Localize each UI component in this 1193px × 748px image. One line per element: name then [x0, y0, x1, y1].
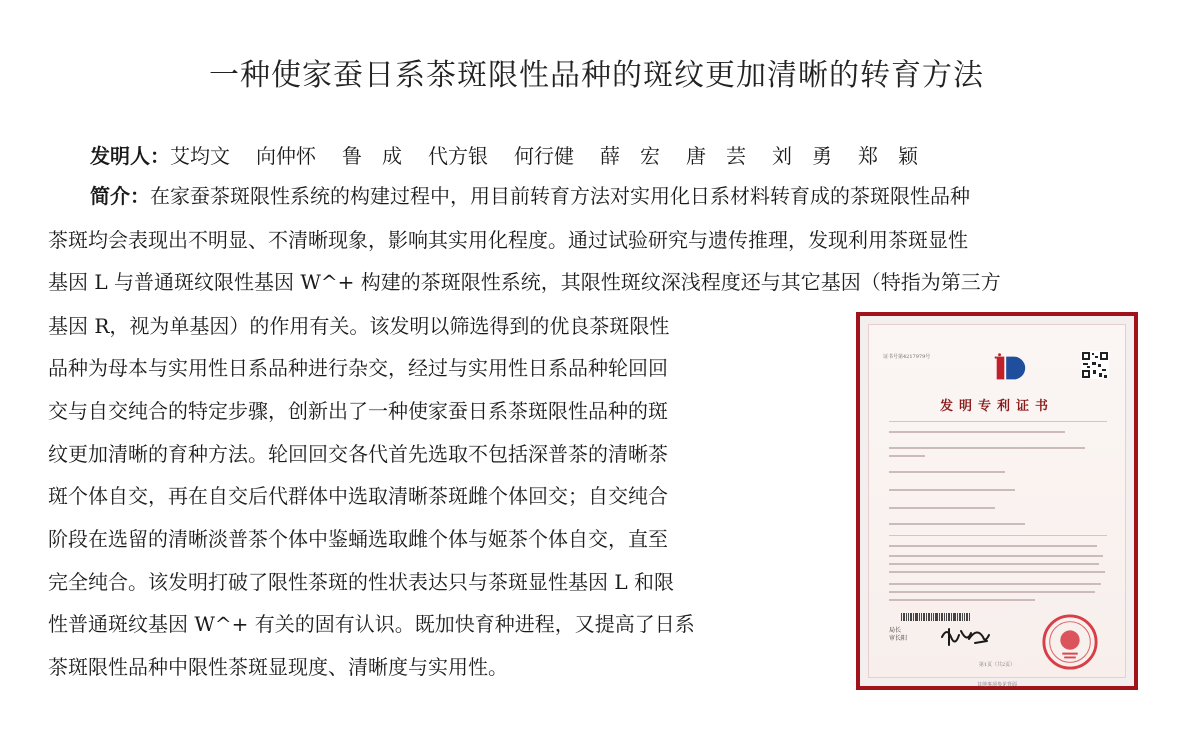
certificate-text-line: [889, 563, 1099, 565]
inventor-name: 何行健: [514, 144, 574, 168]
certificate-text-line: [889, 555, 1103, 557]
certificate-text-line: [889, 591, 1095, 593]
inventor-name: 鲁 成: [342, 144, 402, 168]
intro-text: 在家蚕茶斑限性系统的构建过程中，用目前转育方法对实用化日系材料转育成的茶斑限性品种: [150, 184, 970, 208]
intro-line: 基因 L 与普通斑纹限性基因 W^+ 构建的茶斑限性系统，其限性斑纹深浅程度还与其它基因（特指为第三方: [48, 270, 1001, 294]
certificate-heading: 发明专利证书: [939, 399, 1054, 414]
certificate-text-line: [889, 455, 925, 457]
patent-office-logo-icon: [991, 349, 1029, 387]
certificate-paper: [868, 324, 1126, 688]
certificate-number: 证书号第4217979号: [883, 354, 931, 360]
intro-line: 茶斑限性品种中限性茶斑显现度、清晰度与实用性。: [48, 655, 508, 679]
intro-line: 品种为母本与实用性日系品种进行杂交，经过与实用性日系品种轮回回: [48, 356, 668, 380]
handwritten-signature-icon: [939, 623, 991, 649]
intro-line: 阶段在选留的清晰淡普茶个体中鉴蛹选取雌个体与姬茶个体自交，直至: [48, 527, 668, 551]
intro-line: 斑个体自交，再在自交后代群体中选取清晰茶斑雌个体回交；自交纯合: [48, 484, 668, 508]
inventor-name: 唐 芸: [686, 144, 746, 168]
inventor-name: 薛 宏: [600, 144, 660, 168]
intro-line: [90, 186, 970, 206]
certificate-text-line: [889, 523, 1025, 525]
intro-line: 完全纯合。该发明打破了限性茶斑的性状表达只与茶斑显性基因 L 和限: [48, 570, 674, 594]
barcode-icon: [901, 613, 971, 621]
certificate-text-line: [889, 507, 995, 509]
certificate-text-line: [889, 447, 1085, 449]
intro-line: 纹更加清晰的育种方法。轮回回交各代首先选取不包括深普茶的清晰茶: [48, 442, 668, 466]
certificate-text-line: [889, 583, 1101, 585]
certificate-footer-note: 其他事项参见背面: [976, 682, 1017, 688]
certificate-text-line: [889, 431, 1065, 433]
certificate-rule: [889, 421, 1107, 422]
certificate-rule: [889, 535, 1107, 536]
certificate-page-number: 第1页（共2页）: [978, 662, 1016, 668]
intro-line: 性普通斑纹基因 W^+ 有关的固有认识。既加快育种进程，又提高了日系: [48, 612, 695, 636]
inventor-name: 郑 颖: [858, 144, 918, 168]
intro-label: 简介：: [90, 184, 150, 208]
inventor-name: 代方银: [428, 144, 488, 168]
certificate-text-line: [889, 489, 1015, 491]
inventors-line: [90, 140, 944, 169]
intro-line: 基因 R，视为单基因）的作用有关。该发明以筛选得到的优良茶斑限性: [48, 314, 670, 338]
inventor-name: 刘 勇: [772, 144, 832, 168]
certificate-text-line: [889, 599, 1035, 601]
certificate-text-line: [889, 545, 1097, 547]
intro-line: 交与自交纯合的特定步骤，创新出了一种使家蚕日系茶斑限性品种的斑: [48, 399, 668, 423]
intro-line: 茶斑均会表现出不明显、不清晰现象，影响其实用化程度。通过试验研究与遗传推理，发现利用茶斑显性: [48, 228, 968, 252]
certificate-text-line: [889, 571, 1105, 573]
qr-code-icon: [1081, 351, 1109, 379]
inventors-label: 发明人：: [90, 144, 170, 168]
certificate-signature-label: 局长 审长阳: [889, 627, 908, 642]
inventor-name: 向仲怀: [256, 144, 316, 168]
inventor-name: 艾均文: [170, 144, 230, 168]
page-title: 一种使家蚕日系茶斑限性品种的斑纹更加清晰的转育方法: [209, 58, 984, 93]
patent-certificate-image: [856, 312, 1138, 690]
certificate-text-line: [889, 471, 1005, 473]
